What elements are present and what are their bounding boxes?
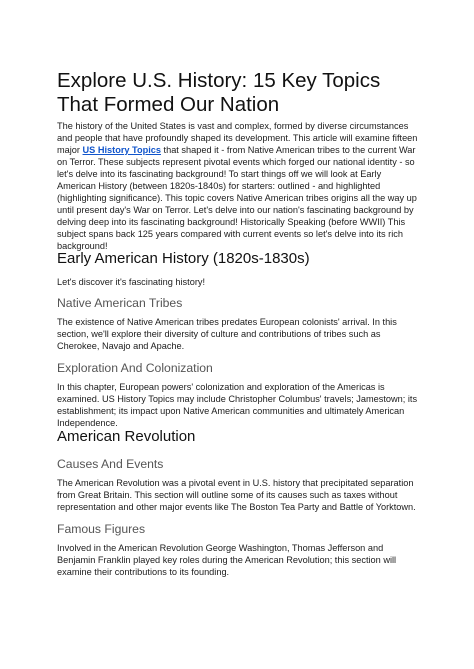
subsection-text-famous-figures: Involved in the American Revolution George Washington, Thomas Jefferson and Benjamin Franklin played key roles during the American Revolution; this section will examine their contributions to its founding. xyxy=(57,543,397,577)
subsection-heading-famous-figures: Famous Figures xyxy=(57,522,146,536)
subsection-heading-causes-and-events: Causes And Events xyxy=(57,457,164,471)
section-heading-early-american-history: Early American History (1820s-1830s) xyxy=(57,250,310,267)
subsection-text-exploration-colonization: In this chapter, European powers' colonization and exploration of the Americas is examined. US History Topics may include Christopher Columbus' travels; Jamestown; its establishment; its impact upon Native American communities and ultimately American Independence. xyxy=(57,382,418,428)
intro-text-after: that shaped it - from Native American tribes to the current War on Terror. These subjects represent pivotal events which forged our national identity - so let's delve into its fascinating background! To start things off we will look at Early American History (between 1820s-1840s) for starters: outlined - and highlighted (highlighting significance). This topic covers Native American tribes origins all the way up until present day's War on Terror. Let's delve into our nation's fascinating background by delving deep into its fascinating background! Historically Speaking (before WWII) This subject spans back 125 years compared with current events so let's delve into its rich background! xyxy=(57,145,417,251)
section-intro-early-american-history: Let's discover it's fascinating history! xyxy=(57,277,206,287)
subsection-heading-native-american-tribes: Native American Tribes xyxy=(57,296,183,310)
section-heading-american-revolution: American Revolution xyxy=(57,428,196,445)
page-title: Explore U.S. History: 15 Key Topics That Formed Our Nation xyxy=(57,69,381,116)
subsection-text-native-american-tribes: The existence of Native American tribes predates European colonists' arrival. In this section, we'll explore their diversity of culture and contributions of tribes such as Cherokee, Navajo and Apache. xyxy=(57,317,397,351)
subsection-heading-exploration-colonization: Exploration And Colonization xyxy=(57,361,213,375)
intro-paragraph xyxy=(57,120,419,252)
intro-text-before: The history of the United States is vast and complex, formed by diverse circumstances and people that have profoundly shaped its development. This article will examine fifteen major xyxy=(57,121,418,155)
us-history-topics-link[interactable]: US History Topics xyxy=(82,145,161,155)
subsection-text-causes-and-events: The American Revolution was a pivotal event in U.S. history that precipitated separation from Great Britain. This section will outline some of its causes such as taxes without representation and other major events like The Boston Tea Party and Battle of Yorktown. xyxy=(57,478,416,512)
